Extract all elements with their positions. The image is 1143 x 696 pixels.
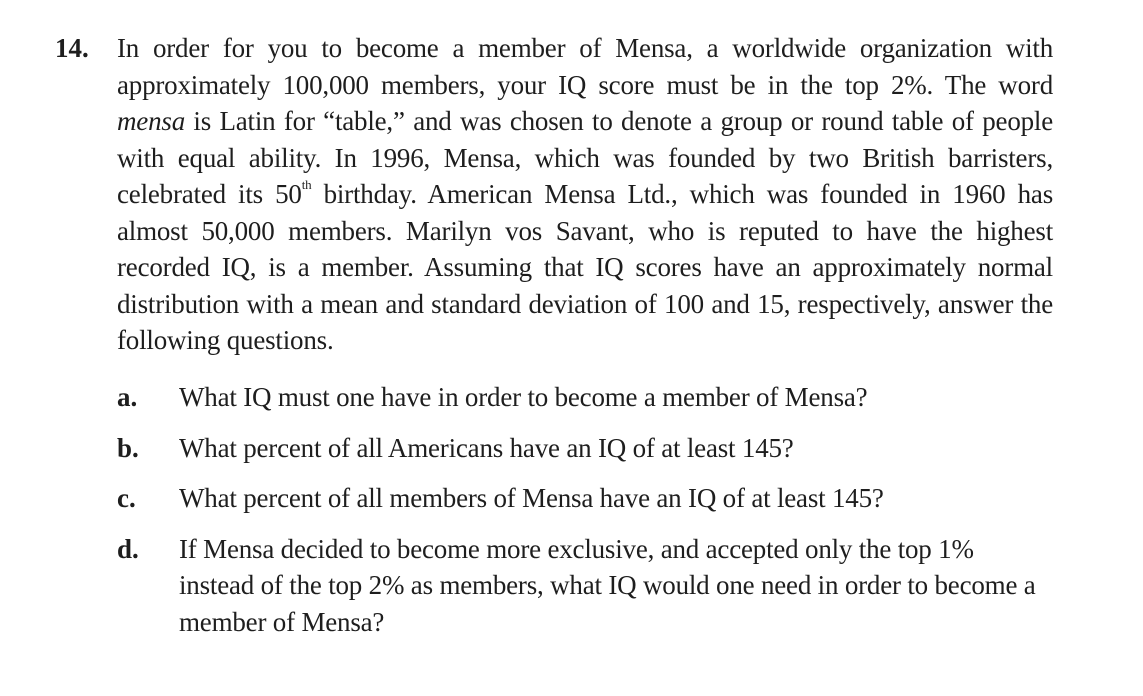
- intro-text-2: is Latin for “table,” and was chosen to denote a group or round table of people with equal ability. In 1996, Mensa, which was founded by two British barristers, celebrated its 50: [117, 106, 1053, 209]
- question-letter: c.: [117, 483, 136, 513]
- question-a: [117, 379, 1053, 416]
- intro-text-1: In order for you to become a member of Mensa, a worldwide organization with approximately 100,000 members, your IQ score must be in the top 2%. The word: [117, 33, 1053, 100]
- intro-text-3: birthday. American Mensa Ltd., which was founded in 1960 has almost 50,000 members. Marilyn vos Savant, who is reputed to have the highest recorded IQ, is a member. Assuming that IQ scores have an approximately normal distribution with a mean and standard deviation of 100 and 15, respectively, answer the following questions.: [117, 179, 1053, 355]
- question-text: If Mensa decided to become more exclusive, and accepted only the top 1% instead of the top 2% as members, what IQ would one need in order to become a member of Mensa?: [179, 533, 1036, 637]
- question-letter: b.: [117, 432, 139, 463]
- problem-number: 14.: [55, 33, 89, 63]
- question-list: [117, 375, 1053, 640]
- question-letter: a.: [117, 382, 138, 412]
- question-d: [117, 531, 1053, 641]
- intro-superscript: th: [301, 177, 312, 192]
- intro-italic-word: mensa: [117, 106, 185, 136]
- question-text: What percent of all members of Mensa have an IQ of at least 145?: [179, 483, 884, 513]
- question-c: [117, 480, 1053, 517]
- problem-intro: [117, 30, 1053, 359]
- question-letter: d.: [117, 533, 139, 564]
- question-text: What IQ must one have in order to become a member of Mensa?: [179, 382, 868, 412]
- question-b: [117, 430, 1053, 467]
- question-text: What percent of all Americans have an IQ of at least 145?: [179, 432, 794, 463]
